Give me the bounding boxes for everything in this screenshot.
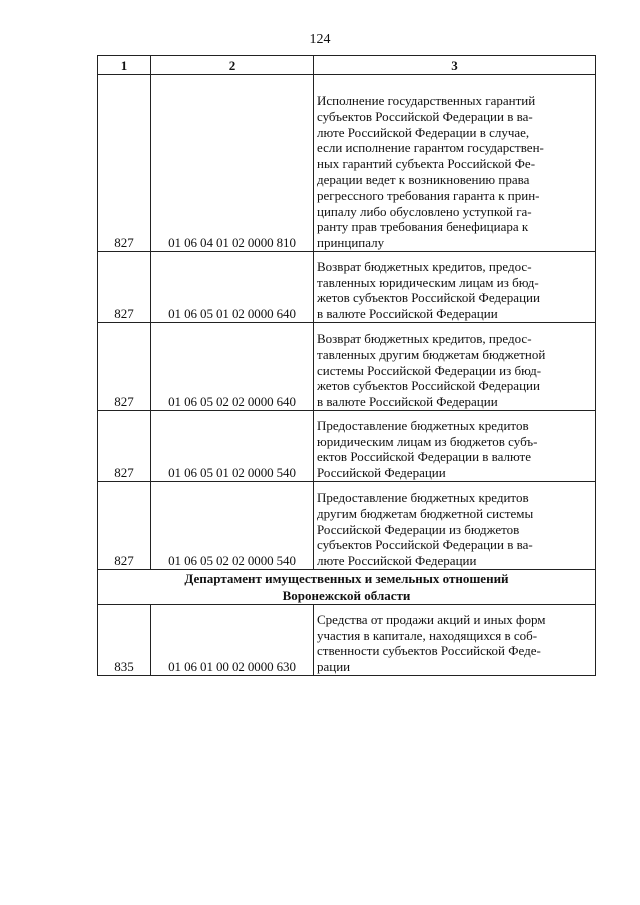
admin-code-cell: 827 (98, 75, 151, 252)
description-line: Возврат бюджетных кредитов, предос- (317, 258, 532, 274)
table-row (98, 411, 596, 482)
column-header-1: 1 (98, 56, 151, 75)
description-line: другим бюджетам бюджетной системы (317, 505, 534, 521)
budget-code-cell: 01 06 05 02 02 0000 640 (151, 323, 314, 411)
description-line: Возврат бюджетных кредитов, предос- (317, 331, 532, 347)
description-line: в валюте Российской Федерации (317, 306, 498, 322)
description-line: ственности субъектов Российской Феде- (317, 643, 541, 659)
description-line: тавленных юридическим лицам из бюд- (317, 274, 539, 290)
description-line: Исполнение государственных гарантий (317, 93, 536, 109)
section-header-row (98, 570, 596, 605)
budget-code-cell: 01 06 04 01 02 0000 810 (151, 75, 314, 252)
description-line: рации (317, 659, 351, 675)
description-cell (314, 482, 596, 570)
description-line: участия в капитале, находящихся в соб- (317, 627, 538, 643)
description-line: юридическим лицам из бюджетов субъ- (317, 433, 538, 449)
description-line: в валюте Российской Федерации (317, 394, 498, 410)
table-row (98, 605, 596, 676)
admin-code-cell: 827 (98, 482, 151, 570)
budget-code-cell: 01 06 05 02 02 0000 540 (151, 482, 314, 570)
table-row (98, 75, 596, 252)
admin-code-cell: 827 (98, 323, 151, 411)
budget-code-cell: 01 06 05 01 02 0000 540 (151, 411, 314, 482)
description-line: жетов субъектов Российской Федерации (317, 378, 540, 394)
description-line: жетов субъектов Российской Федерации (317, 290, 540, 306)
description-line: тавленных другим бюджетам бюджетной (317, 346, 546, 362)
admin-code-cell: 835 (98, 605, 151, 676)
description-line: Средства от продажи акций и иных форм (317, 611, 546, 627)
description-line: Российской Федерации (317, 465, 446, 481)
table-header-row (98, 56, 596, 75)
description-line: субъектов Российской Федерации в ва- (317, 537, 533, 553)
description-line: ных гарантий субъекта Российской Фе- (317, 156, 536, 172)
description-cell (314, 252, 596, 323)
table-row (98, 323, 596, 411)
description-line: Предоставление бюджетных кредитов (317, 417, 529, 433)
section-title-line: Воронежской области (282, 588, 411, 603)
admin-code-cell: 827 (98, 252, 151, 323)
description-line: дерации ведет к возникновению права (317, 172, 530, 188)
description-line: регрессного требования гаранта к прин- (317, 187, 540, 203)
page-number: 124 (309, 32, 331, 47)
table-row (98, 482, 596, 570)
section-title-line: Департамент имущественных и земельных отношений (184, 571, 509, 586)
table-row (98, 252, 596, 323)
description-line: люте Российской Федерации (317, 553, 477, 569)
description-line: если исполнение гарантом государствен- (317, 140, 544, 156)
description-line: принципалу (317, 235, 385, 251)
description-line: Предоставление бюджетных кредитов (317, 490, 529, 506)
description-line: ципалу либо обусловлено уступкой га- (317, 203, 532, 219)
section-header-cell (98, 570, 596, 605)
document-table (97, 55, 596, 676)
description-line: системы Российской Федерации из бюд- (317, 362, 542, 378)
column-header-2: 2 (151, 56, 314, 75)
description-line: люте Российской Федерации в случае, (317, 124, 530, 140)
description-cell (314, 605, 596, 676)
description-cell (314, 411, 596, 482)
budget-code-cell: 01 06 01 00 02 0000 630 (151, 605, 314, 676)
description-cell (314, 323, 596, 411)
description-line: ектов Российской Федерации в валюте (317, 449, 531, 465)
description-line: ранту прав требования бенефициара к (317, 219, 529, 235)
description-cell (314, 75, 596, 252)
description-line: Российской Федерации из бюджетов (317, 521, 520, 537)
admin-code-cell: 827 (98, 411, 151, 482)
description-line: субъектов Российской Федерации в ва- (317, 108, 533, 124)
budget-code-cell: 01 06 05 01 02 0000 640 (151, 252, 314, 323)
column-header-3: 3 (314, 56, 596, 75)
